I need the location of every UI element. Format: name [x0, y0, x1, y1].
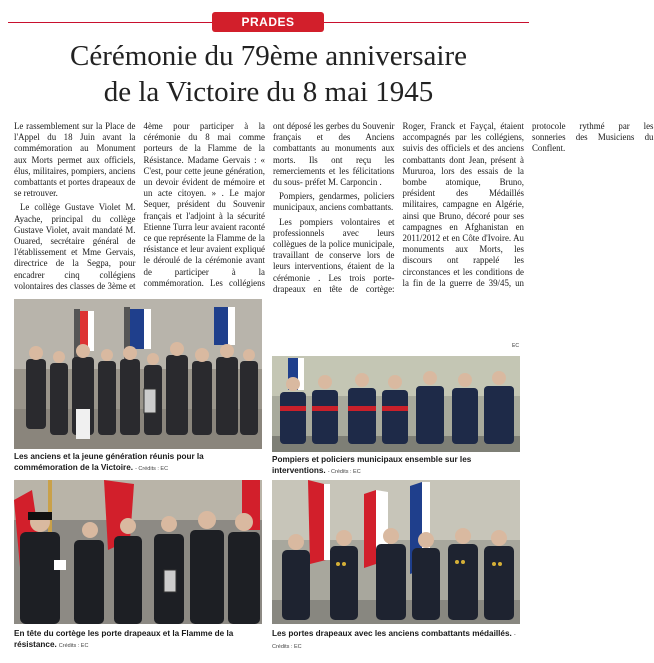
- veterans-photo-illustration: [272, 480, 520, 624]
- photo-veterans-youth: [14, 299, 262, 449]
- paragraph: Le rassemblement sur la Place de l'Appel du 18 Juin avant la commémoration au Monument aux Morts permet aux officiels, élus, militaires, pompiers, anciens combattants et portes drapeaux de se retrouver.: [14, 121, 136, 199]
- photo-caption: Pompiers et policiers municipaux ensemble sur les interventions. - Crédits : EC: [272, 455, 472, 475]
- headline-line-2: de la Victoire du 8 mai 1945: [103, 76, 434, 108]
- headline-line-1: Cérémonie du 79ème anniversaire: [70, 40, 467, 72]
- paragraph: Pompiers, gendarmes, policiers municipaux, anciens combattants.: [273, 191, 395, 213]
- cortege-photo-illustration: [14, 480, 262, 624]
- photo-caption: Les anciens et la jeune génération réunis pour la commémoration de la Victoire. - Crédits : EC: [14, 452, 204, 472]
- paragraph: Le collège Gustave Violet M. Ayache, principal du collège Gustave Violet, avait mandaté M. Ouared, secrétaire général de l'établissement et Mme Gervais, directrice de la Segpa, pour encadrer cinq collégiens volontaires des classes de 3ème et 4ème pour participer à la cérémonie du 8 mai comme porteurs de la Flamme de la Résistance. Madame Gervais : « C'est, pour cette jeune génération, un devoir évident de mémoire et un acte citoyen. » . Le major Sequer, président du Souvenir français et l'adjoint à la sécurité Etienne Turra leur avaient raconté ce que représente la Flamme de la résistance et leur avaient expliqué le déroulé de la cérémonie avant de participer à la commémoration. Les collégiens ont déposé les gerbes du Souvenir français et des Anciens combattants au monuments aux morts. Ils ont reçu les remerciements et les félicitations du sous- préfet M. Carponcin .: [14, 121, 395, 291]
- headline: [6, 38, 531, 110]
- photo-caption: En tête du cortège les porte drapeaux et la Flamme de la résistance. Crédits : EC: [14, 629, 234, 649]
- photo-caption: Les portes drapeaux avec les anciens combattants médaillés. - Crédits : EC: [272, 629, 516, 650]
- article-body: [14, 121, 654, 297]
- rubric-label: PRADES: [212, 12, 324, 32]
- paragraph: Les pompiers volontaires et professionnels avec leurs collègues de la police municipale, travaillant de conserve lors de leurs interventions, étaient de la cérémonie . Les trois porte-drapeaux en tête de cortège: Roger, Franck et Fayçal, étaient accompagnés par les collégiens, suivis des officiels et des anciens combattants dont Jean, présent à Mururoa, lors des essais de la bombe atomique, Bruno, président des Médaillés militaires, campagne en Algérie, ainsi que Bruno, décoré pour ses campagnes en Afghanistan en 2011/2012 et en Côte d'Ivoire. Au monuments aux Morts, les discours ont rappelé les circonstances et les conditions de la fin de la guerre de 39/45, un protocole rythmé par les sonneries des Musiciens du Conflent.: [273, 121, 654, 294]
- photo-flag-bearers-veterans: [272, 480, 520, 624]
- section-rubric: [0, 12, 537, 32]
- photo-firefighters-police: [272, 356, 520, 452]
- article-credit: EC: [512, 343, 519, 349]
- photo-flag-bearers-flame: [14, 480, 262, 624]
- group-photo-illustration: [14, 299, 262, 449]
- firefighters-photo-illustration: [272, 356, 520, 452]
